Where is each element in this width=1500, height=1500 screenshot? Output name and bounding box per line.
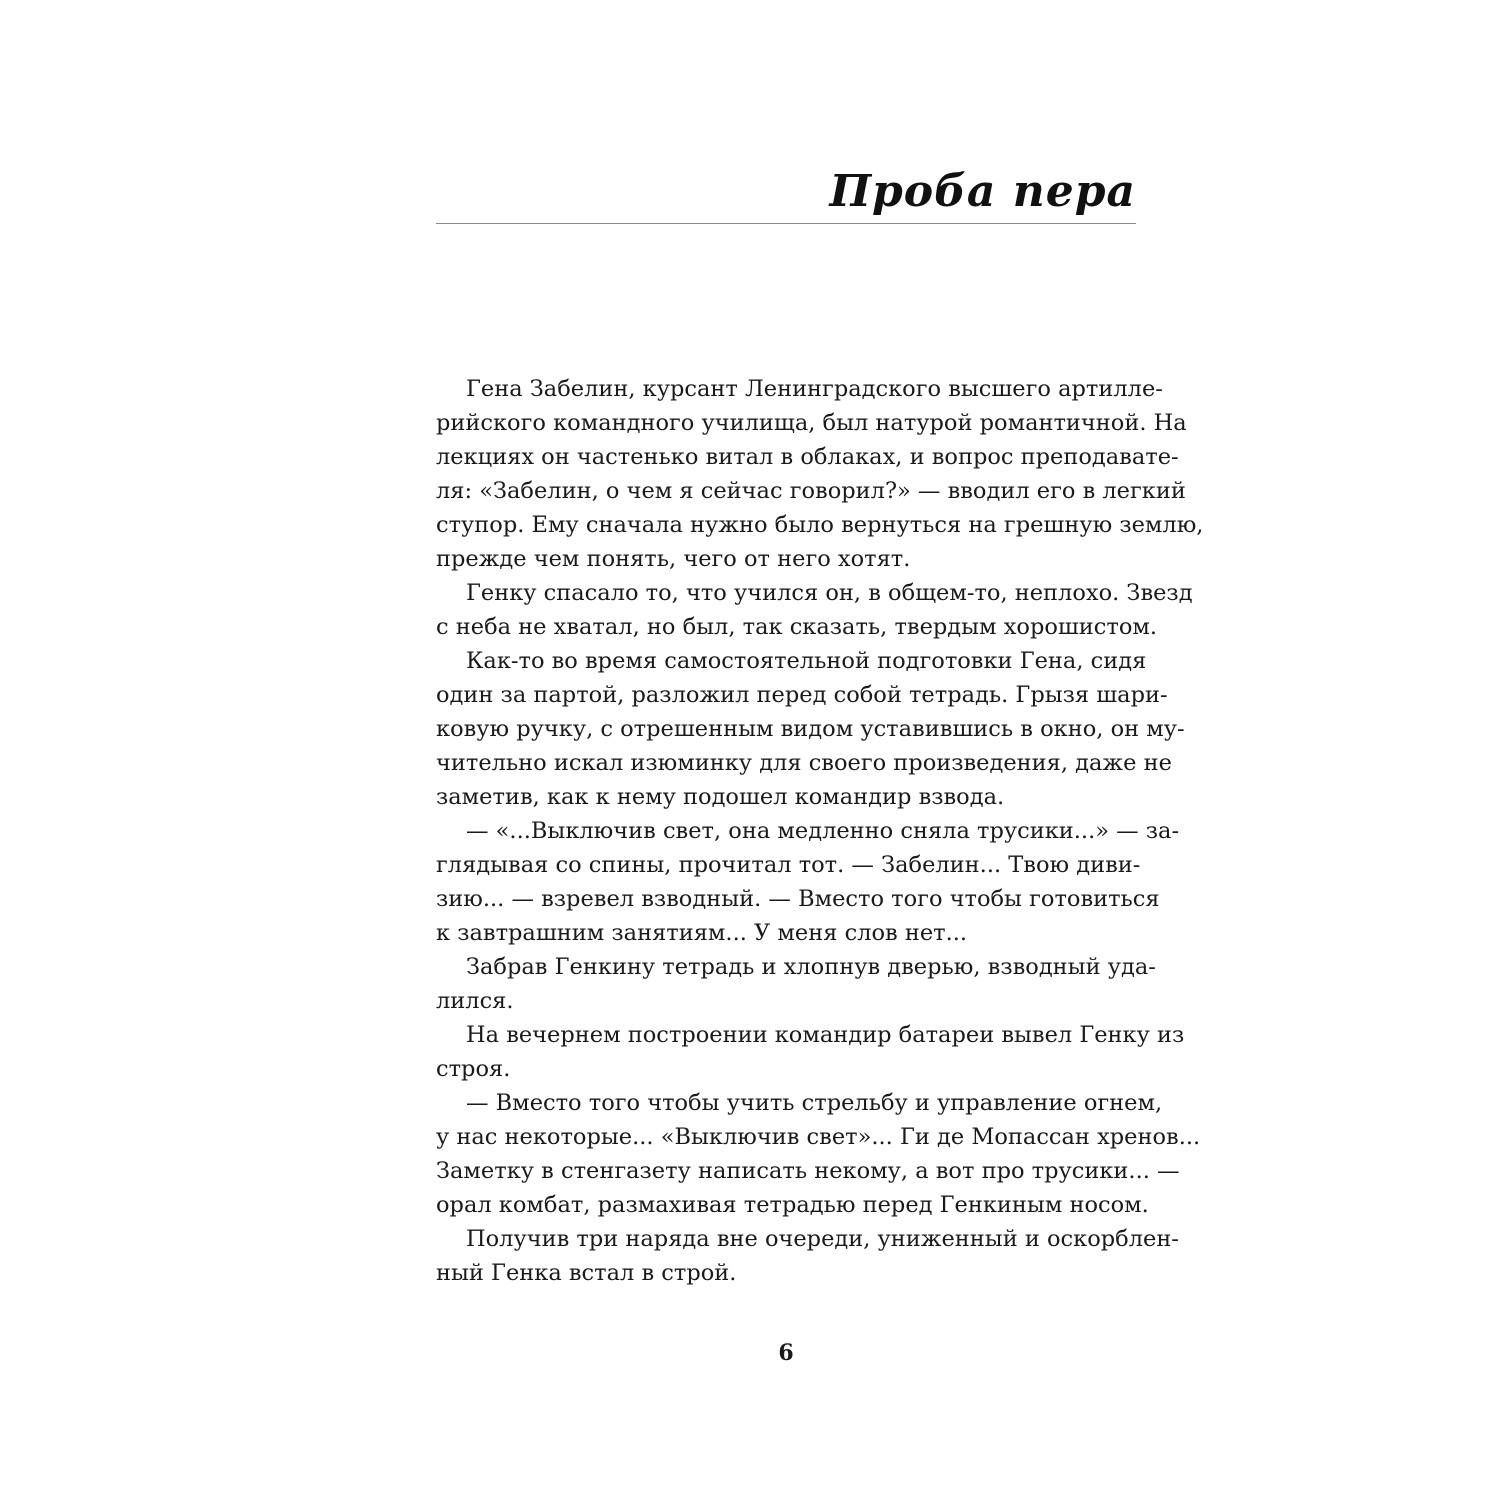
text-line: зию... — взревел взводный. — Вместо того чтобы готовиться [436, 886, 1160, 912]
text-line: рийского командного училища, был натурой романтичной. На [436, 410, 1187, 436]
title-divider [436, 223, 1136, 224]
text-line: к завтрашним занятиям... У меня слов нет... [436, 920, 968, 946]
text-line: один за партой, разложил перед собой тетрадь. Грызя шари- [436, 682, 1168, 708]
text-line: строя. [436, 1056, 511, 1082]
text-line: — «...Выключив свет, она медленно сняла трусики...» — за- [466, 818, 1180, 844]
text-line: Получив три наряда вне очереди, униженный и оскорблен- [466, 1226, 1179, 1252]
body-text [436, 372, 1204, 1290]
text-line: ный Генка встал в строй. [436, 1260, 737, 1286]
text-line: лекциях он частенько витал в облаках, и вопрос преподавате- [436, 444, 1179, 470]
text-line: с неба не хватал, но был, так сказать, твердым хорошистом. [436, 614, 1158, 640]
text-line: На вечернем построении командир батареи вывел Генку из [466, 1022, 1185, 1048]
text-line: Генку спасало то, что учился он, в общем-то, неплохо. Звезд [466, 580, 1193, 606]
text-line: заметив, как к нему подошел командир взвода. [436, 784, 1005, 810]
text-line: орал комбат, размахивая тетрадью перед Генкиным носом. [436, 1192, 1149, 1218]
text-line: у нас некоторые... «Выключив свет»... Ги де Мопассан хренов... [436, 1124, 1201, 1150]
text-line: Заметку в стенгазету написать некому, а вот про трусики... — [436, 1158, 1180, 1184]
text-line: Гена Забелин, курсант Ленинградского высшего артилле- [466, 376, 1163, 402]
text-line: Забрав Генкину тетрадь и хлопнув дверью, взводный уда- [466, 954, 1156, 980]
text-line: ля: «Забелин, о чем я сейчас говорил?» — вводил его в легкий [436, 478, 1186, 504]
text-line: лился. [436, 988, 514, 1014]
text-line: Как-то во время самостоятельной подготовки Гена, сидя [466, 648, 1147, 674]
page-title: Проба пера [829, 166, 1136, 217]
text-line: глядывая со спины, прочитал тот. — Забелин... Твою диви- [436, 852, 1141, 878]
text-line: — Вместо того чтобы учить стрельбу и управление огнем, [466, 1090, 1163, 1116]
text-line: ковую ручку, с отрешенным видом уставившись в окно, он му- [436, 716, 1185, 742]
text-line: ступор. Ему сначала нужно было вернуться на грешную землю, [436, 512, 1204, 538]
text-line: чительно искал изюминку для своего произведения, даже не [436, 750, 1172, 776]
page-number: 6 [778, 1340, 794, 1366]
text-line: прежде чем понять, чего от него хотят. [436, 546, 911, 572]
